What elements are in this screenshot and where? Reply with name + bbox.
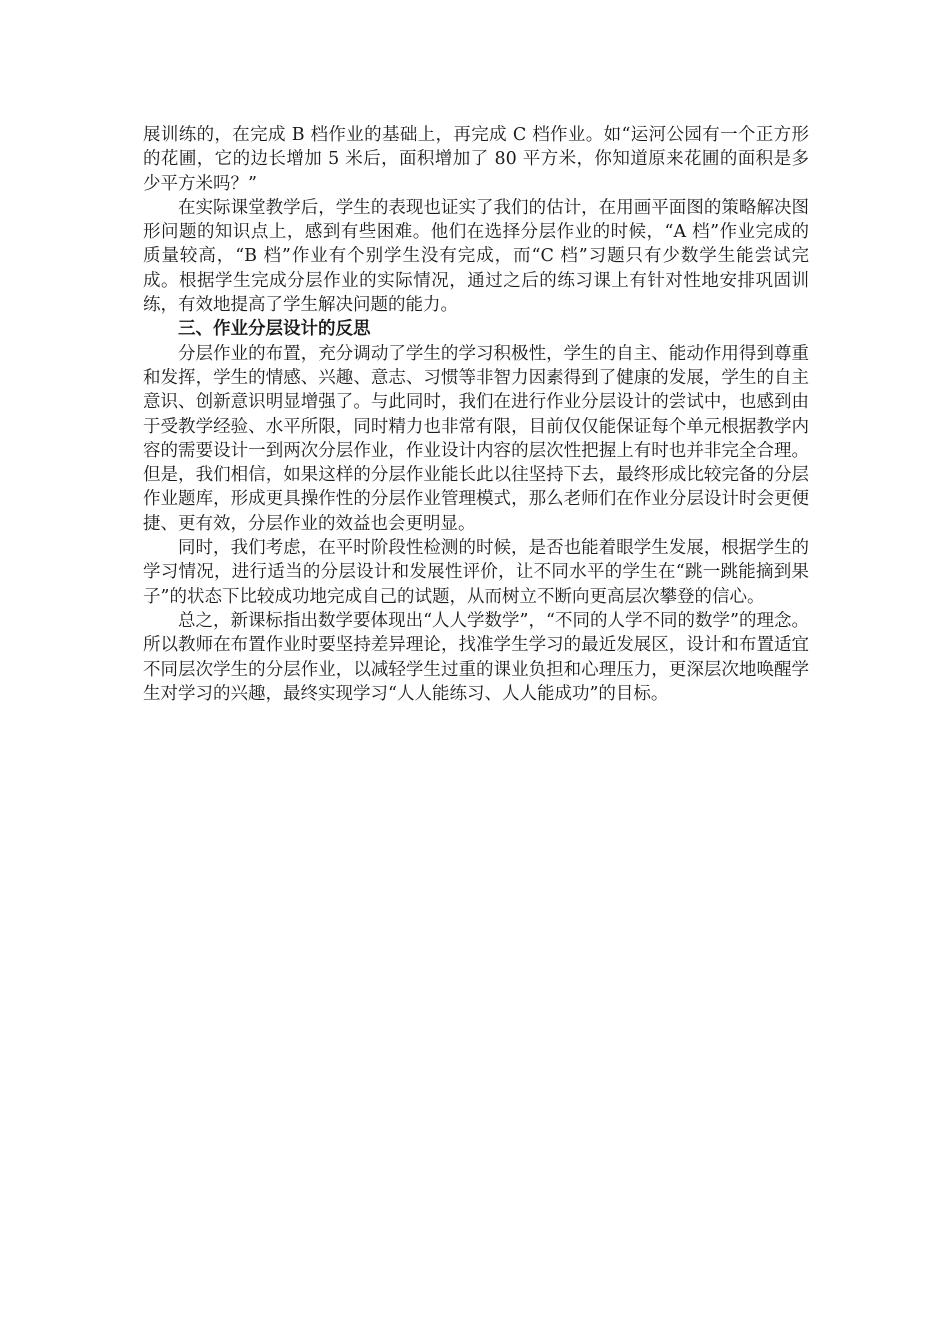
section-heading: 三、作业分层设计的反思 xyxy=(178,319,371,340)
paragraph-assessment: 同时，我们考虑，在平时阶段性检测的时候，是否也能着眼学生发展，根据学生的学习情况，进行适当的分层设计和发展性评价，让不同水平的学生在“跳一跳能摘到果子”的状态下比较成功地完成自己的试题，从而树立不断向更高层次攀登的信心。 xyxy=(143,538,809,607)
paragraph-continuation: 展训练的，在完成 B 档作业的基础上，再完成 C 档作业。如“运河公园有一个正方形的花圃，它的边长增加 5 米后，面积增加了 80 平方米，你知道原来花圃的面积是多少平方米吗？” xyxy=(143,125,809,194)
paragraph-reflection: 分层作业的布置，充分调动了学生的学习积极性，学生的自主、能动作用得到尊重和发挥，学生的情感、兴趣、意志、习惯等非智力因素得到了健康的发展，学生的自主意识、创新意识明显增强了。与此同时，我们在进行作业分层设计的尝试中，也感到由于受教学经验、水平所限，同时精力也非常有限，目前仅仅能保证每个单元根据教学内容的需要设计一到两次分层作业，作业设计内容的层次性把握上有时也并非完全合理。但是，我们相信，如果这样的分层作业能长此以往坚持下去，最终形成比较完备的分层作业题库，形成更具操作性的分层作业管理模式，那么老师们在作业分层设计时会更便捷、更有效，分层作业的效益也会更明显。 xyxy=(143,343,809,534)
document-page xyxy=(143,123,809,706)
paragraph-conclusion: 总之，新课标指出数学要体现出“人人学数学”，“不同的人学不同的数学”的理念。所以教师在布置作业时要坚持差异理论，找准学生学习的最近发展区，设计和布置适宜不同层次学生的分层作业，以减轻学生过重的课业负担和心理压力，更深层次地唤醒学生对学习的兴趣，最终实现学习“人人能练习、人人能成功”的目标。 xyxy=(143,610,809,704)
paragraph-classroom-results: 在实际课堂教学后，学生的表现也证实了我们的估计，在用画平面图的策略解决图形问题的知识点上，感到有些困难。他们在选择分层作业的时候，“A 档”作业完成的质量较高，“B 档”作业有个别学生没有完成，而“C 档”习题只有少数学生能尝试完成。根据学生完成分层作业的实际情况，通过之后的练习课上有针对性地安排巩固训练，有效地提高了学生解决问题的能力。 xyxy=(143,197,809,316)
